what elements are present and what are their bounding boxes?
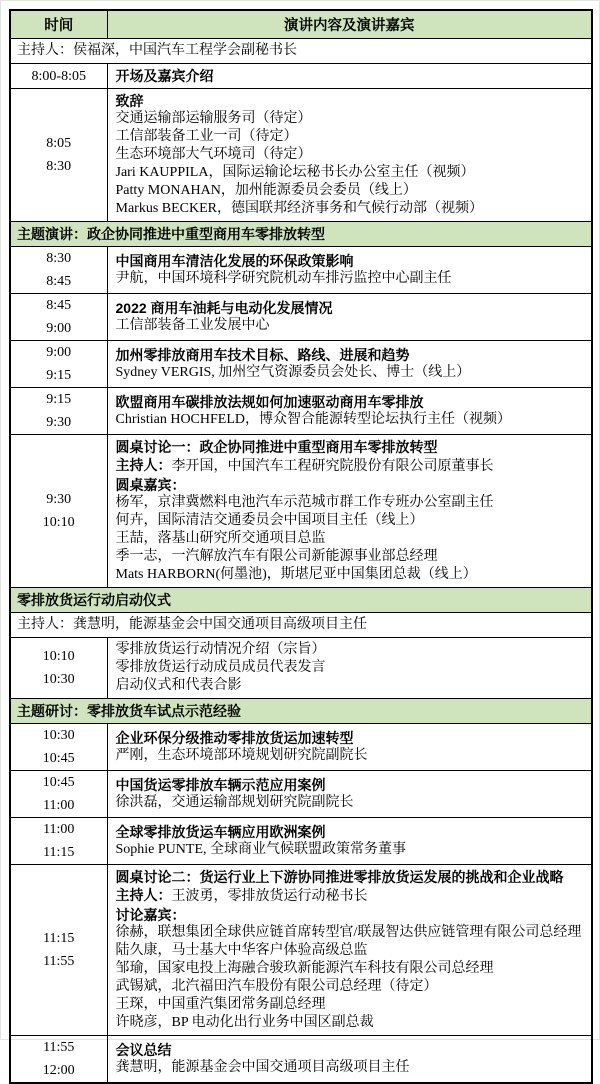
speaker-line: 工信部装备工业一司（待定） — [115, 129, 298, 144]
section-header-row — [10, 588, 592, 613]
time-cell — [10, 638, 107, 699]
session-title: 全球零排放货运车辆应用欧洲案例 — [115, 824, 326, 840]
speaker-line: 工信部装备工业发展中心 — [115, 318, 270, 333]
guest-line: 许晓彦，BP 电动化出行业务中国区副总裁 — [115, 1015, 374, 1030]
session-title: 2022 商用车油耗与电动化发展情况 — [115, 300, 333, 316]
host-name: 李开国，中国汽车工程研究院股份有限公司原董事长 — [171, 459, 494, 474]
table-header-row — [10, 10, 592, 39]
time-end: 8:30 — [46, 159, 72, 174]
section-header-row — [10, 699, 592, 724]
content-cell — [107, 247, 592, 294]
guest-line: 王喆，落基山研究所交通项目总监 — [115, 531, 326, 546]
speaker-line: Markus BECKER，德国联邦经济事务和气候行动部（视频） — [115, 201, 483, 216]
time-end: 8:45 — [46, 274, 72, 289]
time-end: 10:30 — [42, 672, 75, 687]
content-column-header: 演讲内容及演讲嘉宾 — [107, 10, 592, 39]
host-label: 主持人： — [115, 887, 172, 903]
time-cell — [10, 1036, 107, 1084]
roundtable-host-line — [116, 456, 586, 476]
time-end: 11:15 — [43, 845, 75, 860]
agenda-line: 零排放货运行动情况介绍（宗旨） — [115, 642, 326, 657]
time-end: 9:15 — [46, 368, 72, 383]
guest-line: 邹瑜，国家电投上海融合骏玖新能源汽车科技有限公司总经理 — [115, 961, 494, 976]
host-text: 主持人：龚慧明，能源基金会中国交通项目高级项目主任 — [10, 613, 592, 638]
time-start: 9:15 — [46, 392, 72, 407]
time-start: 9:00 — [46, 345, 72, 360]
time-cell — [10, 724, 107, 771]
speaker-line: 严刚，生态环境部环境规划研究院副院长 — [115, 748, 368, 763]
host-label: 主持人： — [115, 457, 172, 473]
time-cell — [10, 294, 107, 341]
agenda-line: 启动仪式和代表合影 — [115, 678, 242, 693]
session-row — [10, 294, 592, 341]
section-title: 零排放货运行动启动仪式 — [10, 588, 592, 613]
session-title: 会议总结 — [115, 1042, 172, 1058]
time-start: 9:30 — [46, 492, 72, 507]
session-row — [10, 818, 592, 865]
time-end: 10:45 — [42, 751, 75, 766]
section-title: 主题演讲：政企协同推进中重型商用车零排放转型 — [10, 222, 592, 247]
session-title: 欧盟商用车碳排放法规如何加速驱动商用车零排放 — [115, 394, 424, 410]
speaker-line: Sophie PUNTE, 全球商业气候联盟政策常务董事 — [115, 842, 406, 857]
session-row — [10, 724, 592, 771]
content-cell — [107, 1036, 592, 1084]
session-row — [10, 89, 592, 222]
speaker-line: 生态环境部大气环境司（待定） — [115, 147, 312, 162]
time-start: 11:15 — [43, 931, 75, 946]
content-cell — [107, 341, 592, 388]
session-title: 中国货运零排放车辆示范应用案例 — [115, 777, 326, 793]
content-cell — [107, 818, 592, 865]
time-range: 8:00-8:05 — [31, 68, 86, 84]
time-start: 11:00 — [43, 822, 75, 837]
time-start: 8:05 — [46, 136, 72, 151]
time-start: 10:45 — [42, 775, 75, 790]
session-row — [10, 638, 592, 699]
time-end: 9:00 — [46, 321, 72, 336]
speaker-line: Patty MONAHAN，加州能源委员会委员（线上） — [115, 183, 417, 198]
agenda-table — [9, 9, 593, 1084]
speaker-line: 徐洪磊，交通运输部规划研究院副院长 — [115, 795, 354, 810]
speaker-line: 龚慧明，能源基金会中国交通项目高级项目主任 — [115, 1060, 410, 1075]
session-row — [10, 1036, 592, 1084]
content-cell — [107, 724, 592, 771]
section-title: 主题研讨：零排放货车试点示范经验 — [10, 699, 592, 724]
time-end: 10:10 — [42, 515, 75, 530]
time-start: 11:55 — [43, 1040, 75, 1055]
roundtable-row — [10, 865, 592, 1036]
content-cell — [107, 771, 592, 818]
speaker-line: Christian HOCHFELD，博众智合能源转型论坛执行主任（视频） — [115, 412, 511, 427]
guest-line: 陆久康，马士基大中华客户体验高级总监 — [115, 943, 368, 958]
session-title: 企业环保分级推动零排放货运加速转型 — [115, 730, 354, 746]
session-title: 开场及嘉宾介绍 — [115, 68, 214, 84]
guests-label: 讨论嘉宾： — [115, 907, 186, 923]
session-row — [10, 247, 592, 294]
guest-line: 徐赫，联想集团全球供应链首席转型官/联晟智达供应链管理有限公司总经理 — [115, 925, 582, 940]
speaker-line: 交通运输部运输服务司（待定） — [115, 111, 312, 126]
time-cell — [10, 89, 107, 222]
session-title: 加州零排放商用车技术目标、路线、进展和趋势 — [115, 347, 410, 363]
content-cell — [107, 388, 592, 435]
host-name: 王波勇，零排放货运行动秘书长 — [171, 889, 368, 904]
guest-line: 武锡斌，北汽福田汽车股份有限公司总经理（待定） — [115, 979, 438, 994]
time-end: 11:55 — [43, 954, 75, 969]
speaker-line: Jari KAUPPILA，国际运输论坛秘书长办公室主任（视频） — [115, 165, 475, 180]
time-cell — [10, 64, 107, 89]
roundtable-title: 圆桌讨论一：政企协同推进中重型商用车零排放转型 — [115, 439, 438, 455]
guest-line: 季一志，一汽解放汽车有限公司新能源事业部总经理 — [115, 549, 438, 564]
time-column-header: 时间 — [10, 10, 107, 39]
time-cell — [10, 818, 107, 865]
content-cell — [107, 89, 592, 222]
guest-line: 王琛，中国重汽集团常务副总经理 — [115, 997, 326, 1012]
speaker-line: 尹航，中国环境科学研究院机动车排污监控中心副主任 — [115, 271, 452, 286]
host-text: 主持人：侯福深，中国汽车工程学会副秘书长 — [10, 39, 592, 64]
content-cell — [107, 64, 592, 89]
time-cell — [10, 341, 107, 388]
time-cell — [10, 388, 107, 435]
time-start: 8:45 — [46, 298, 72, 313]
time-end: 12:00 — [42, 1063, 75, 1078]
roundtable-host-line — [116, 886, 586, 906]
time-end: 9:30 — [46, 415, 72, 430]
session-row — [10, 64, 592, 89]
content-cell — [107, 435, 592, 588]
session-row — [10, 388, 592, 435]
session-row — [10, 341, 592, 388]
host-row — [10, 39, 592, 64]
guest-line: 何卉，国际清洁交通委员会中国项目主任（线上） — [115, 513, 424, 528]
time-start: 8:30 — [46, 251, 72, 266]
session-title: 致辞 — [115, 93, 144, 109]
time-start: 10:10 — [42, 649, 75, 664]
host-row — [10, 613, 592, 638]
content-cell — [107, 294, 592, 341]
section-header-row — [10, 222, 592, 247]
guests-label: 圆桌嘉宾： — [115, 477, 186, 493]
time-start: 10:30 — [42, 728, 75, 743]
agenda-line: 零排放货运行动成员成员代表发言 — [115, 660, 326, 675]
roundtable-row — [10, 435, 592, 588]
time-cell — [10, 865, 107, 1036]
time-cell — [10, 771, 107, 818]
time-cell — [10, 435, 107, 588]
session-row — [10, 771, 592, 818]
session-title: 中国商用车清洁化发展的环保政策影响 — [115, 253, 354, 269]
content-cell — [107, 638, 592, 699]
time-cell — [10, 247, 107, 294]
content-cell — [107, 865, 592, 1036]
guest-line: Mats HARBORN(何墨池)，斯堪尼亚中国集团总裁（线上） — [115, 567, 477, 582]
roundtable-title: 圆桌讨论二：货运行业上下游协同推进零排放货运发展的挑战和企业战略 — [115, 869, 564, 885]
speaker-line: Sydney VERGIS, 加州空气资源委员会处长、博士（线上） — [115, 365, 471, 380]
guest-line: 杨军，京津冀燃料电池汽车示范城市群工作专班办公室副主任 — [115, 495, 494, 510]
time-end: 11:00 — [43, 798, 75, 813]
